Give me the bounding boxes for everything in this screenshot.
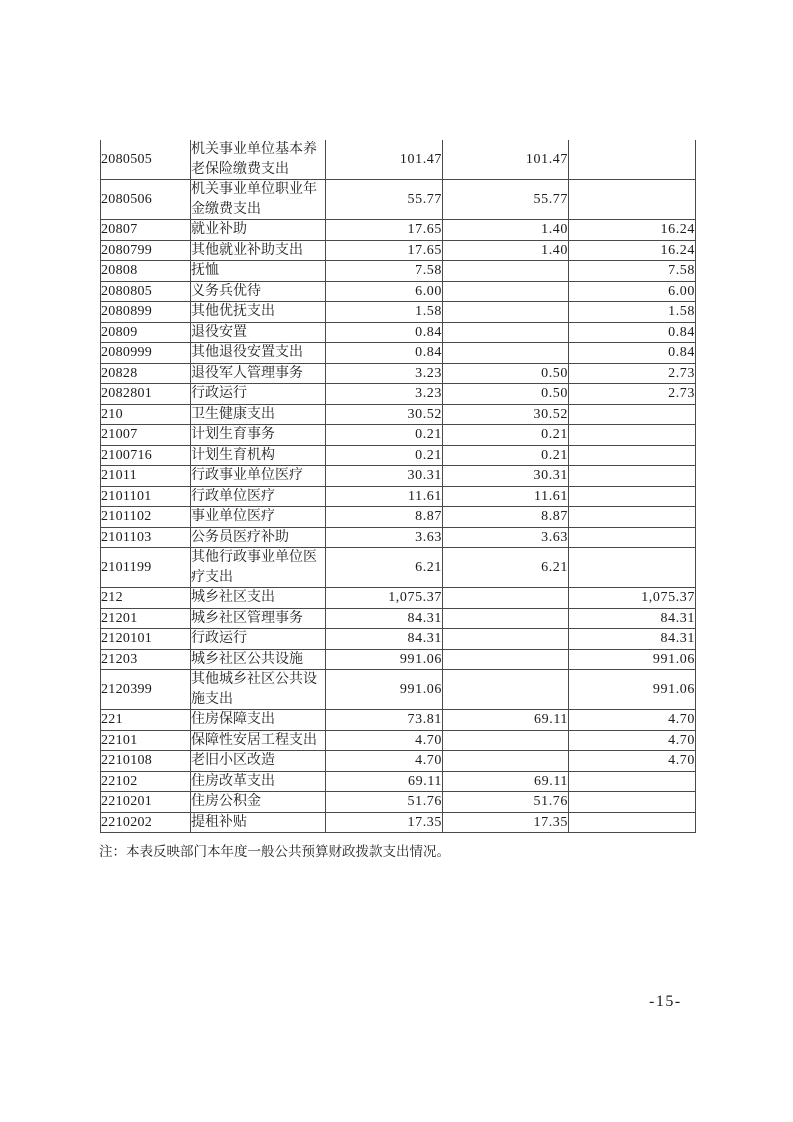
subject-name-cell: 其他退役安置支出 xyxy=(191,343,326,364)
subject-name-cell: 公务员医疗补助 xyxy=(191,527,326,548)
amount-total-cell: 11.61 xyxy=(326,486,443,507)
table-row xyxy=(101,302,696,323)
amount-basic-cell xyxy=(443,281,569,302)
amount-total-cell: 0.21 xyxy=(326,445,443,466)
subject-name-cell: 计划生育事务 xyxy=(191,425,326,446)
amount-total-cell: 0.84 xyxy=(326,343,443,364)
amount-basic-cell: 11.61 xyxy=(443,486,569,507)
code-cell: 2080999 xyxy=(101,343,191,364)
subject-name-cell: 机关事业单位基本养老保险缴费支出 xyxy=(191,140,326,180)
subject-name-cell: 卫生健康支出 xyxy=(191,404,326,425)
table-row xyxy=(101,363,696,384)
amount-project-cell: 4.70 xyxy=(569,730,696,751)
subject-name-cell: 行政单位医疗 xyxy=(191,486,326,507)
subject-name-cell: 其他城乡社区公共设施支出 xyxy=(191,670,326,710)
code-cell: 21007 xyxy=(101,425,191,446)
subject-name-cell: 义务兵优待 xyxy=(191,281,326,302)
code-cell: 210 xyxy=(101,404,191,425)
amount-basic-cell: 51.76 xyxy=(443,792,569,813)
code-cell: 2120101 xyxy=(101,629,191,650)
amount-basic-cell: 0.50 xyxy=(443,384,569,405)
table-footnote: 注：本表反映部门本年度一般公共预算财政拨款支出情况。 xyxy=(99,844,450,859)
amount-total-cell: 17.35 xyxy=(326,812,443,833)
subject-name-cell: 行政运行 xyxy=(191,629,326,650)
table-row xyxy=(101,608,696,629)
amount-project-cell: 0.84 xyxy=(569,343,696,364)
amount-basic-cell: 0.21 xyxy=(443,425,569,446)
amount-basic-cell: 8.87 xyxy=(443,507,569,528)
amount-basic-cell xyxy=(443,322,569,343)
amount-basic-cell xyxy=(443,302,569,323)
subject-name-cell: 其他优抚支出 xyxy=(191,302,326,323)
amount-basic-cell: 1.40 xyxy=(443,240,569,261)
amount-project-cell xyxy=(569,404,696,425)
code-cell: 20828 xyxy=(101,363,191,384)
budget-expenditure-table xyxy=(100,140,696,833)
amount-total-cell: 6.00 xyxy=(326,281,443,302)
subject-name-cell: 行政事业单位医疗 xyxy=(191,466,326,487)
table-row xyxy=(101,384,696,405)
subject-name-cell: 住房公积金 xyxy=(191,792,326,813)
subject-name-cell: 其他行政事业单位医疗支出 xyxy=(191,548,326,588)
code-cell: 2100716 xyxy=(101,445,191,466)
code-cell: 2120399 xyxy=(101,670,191,710)
code-cell: 21203 xyxy=(101,649,191,670)
subject-name-cell: 就业补助 xyxy=(191,220,326,241)
amount-total-cell: 84.31 xyxy=(326,608,443,629)
table-row xyxy=(101,629,696,650)
table-row xyxy=(101,322,696,343)
amount-total-cell: 51.76 xyxy=(326,792,443,813)
amount-basic-cell: 0.50 xyxy=(443,363,569,384)
subject-name-cell: 抚恤 xyxy=(191,261,326,282)
table-row xyxy=(101,466,696,487)
table-row xyxy=(101,730,696,751)
amount-total-cell: 991.06 xyxy=(326,649,443,670)
amount-project-cell: 0.84 xyxy=(569,322,696,343)
code-cell: 2210201 xyxy=(101,792,191,813)
subject-name-cell: 提租补贴 xyxy=(191,812,326,833)
amount-project-cell: 6.00 xyxy=(569,281,696,302)
amount-total-cell: 69.11 xyxy=(326,771,443,792)
code-cell: 2080799 xyxy=(101,240,191,261)
amount-total-cell: 1,075.37 xyxy=(326,588,443,609)
table-row xyxy=(101,445,696,466)
subject-name-cell: 保障性安居工程支出 xyxy=(191,730,326,751)
amount-project-cell: 16.24 xyxy=(569,240,696,261)
amount-basic-cell xyxy=(443,261,569,282)
code-cell: 2101101 xyxy=(101,486,191,507)
table-row xyxy=(101,240,696,261)
table-row xyxy=(101,281,696,302)
amount-basic-cell: 69.11 xyxy=(443,771,569,792)
amount-basic-cell: 0.21 xyxy=(443,445,569,466)
code-cell: 2101103 xyxy=(101,527,191,548)
amount-project-cell: 16.24 xyxy=(569,220,696,241)
subject-name-cell: 其他就业补助支出 xyxy=(191,240,326,261)
table-row xyxy=(101,425,696,446)
code-cell: 21011 xyxy=(101,466,191,487)
amount-project-cell xyxy=(569,180,696,220)
amount-basic-cell xyxy=(443,343,569,364)
code-cell: 20808 xyxy=(101,261,191,282)
table-row xyxy=(101,649,696,670)
amount-project-cell xyxy=(569,812,696,833)
amount-project-cell: 991.06 xyxy=(569,670,696,710)
amount-basic-cell: 30.31 xyxy=(443,466,569,487)
table-row xyxy=(101,710,696,731)
amount-project-cell xyxy=(569,466,696,487)
amount-basic-cell: 30.52 xyxy=(443,404,569,425)
amount-project-cell xyxy=(569,445,696,466)
amount-total-cell: 0.21 xyxy=(326,425,443,446)
table-row xyxy=(101,670,696,710)
amount-total-cell: 17.65 xyxy=(326,220,443,241)
subject-name-cell: 事业单位医疗 xyxy=(191,507,326,528)
amount-total-cell: 30.52 xyxy=(326,404,443,425)
amount-project-cell: 7.58 xyxy=(569,261,696,282)
code-cell: 2210108 xyxy=(101,751,191,772)
amount-project-cell: 1.58 xyxy=(569,302,696,323)
amount-basic-cell: 101.47 xyxy=(443,140,569,180)
table-row xyxy=(101,771,696,792)
code-cell: 2210202 xyxy=(101,812,191,833)
budget-table-body xyxy=(101,140,696,833)
table-row xyxy=(101,261,696,282)
amount-total-cell: 101.47 xyxy=(326,140,443,180)
code-cell: 2080506 xyxy=(101,180,191,220)
amount-total-cell: 8.87 xyxy=(326,507,443,528)
code-cell: 20809 xyxy=(101,322,191,343)
amount-basic-cell xyxy=(443,670,569,710)
amount-basic-cell: 17.35 xyxy=(443,812,569,833)
table-row xyxy=(101,486,696,507)
code-cell: 2080505 xyxy=(101,140,191,180)
amount-total-cell: 991.06 xyxy=(326,670,443,710)
subject-name-cell: 退役安置 xyxy=(191,322,326,343)
code-cell: 212 xyxy=(101,588,191,609)
table-row xyxy=(101,507,696,528)
amount-total-cell: 3.63 xyxy=(326,527,443,548)
amount-basic-cell xyxy=(443,730,569,751)
amount-basic-cell: 3.63 xyxy=(443,527,569,548)
amount-basic-cell: 55.77 xyxy=(443,180,569,220)
amount-project-cell xyxy=(569,792,696,813)
amount-project-cell: 4.70 xyxy=(569,751,696,772)
amount-project-cell xyxy=(569,527,696,548)
amount-project-cell: 84.31 xyxy=(569,629,696,650)
amount-total-cell: 0.84 xyxy=(326,322,443,343)
code-cell: 2080899 xyxy=(101,302,191,323)
subject-name-cell: 机关事业单位职业年金缴费支出 xyxy=(191,180,326,220)
amount-project-cell: 2.73 xyxy=(569,363,696,384)
amount-project-cell xyxy=(569,771,696,792)
amount-project-cell xyxy=(569,486,696,507)
amount-total-cell: 6.21 xyxy=(326,548,443,588)
amount-total-cell: 4.70 xyxy=(326,751,443,772)
subject-name-cell: 老旧小区改造 xyxy=(191,751,326,772)
amount-total-cell: 3.23 xyxy=(326,363,443,384)
amount-project-cell xyxy=(569,548,696,588)
subject-name-cell: 计划生育机构 xyxy=(191,445,326,466)
code-cell: 20807 xyxy=(101,220,191,241)
amount-total-cell: 7.58 xyxy=(326,261,443,282)
page-number: -15- xyxy=(649,993,682,1010)
amount-project-cell xyxy=(569,425,696,446)
table-row xyxy=(101,527,696,548)
amount-total-cell: 17.65 xyxy=(326,240,443,261)
amount-project-cell: 1,075.37 xyxy=(569,588,696,609)
subject-name-cell: 住房改革支出 xyxy=(191,771,326,792)
table-row xyxy=(101,220,696,241)
amount-basic-cell xyxy=(443,588,569,609)
subject-name-cell: 住房保障支出 xyxy=(191,710,326,731)
code-cell: 21201 xyxy=(101,608,191,629)
amount-total-cell: 73.81 xyxy=(326,710,443,731)
table-row xyxy=(101,751,696,772)
table-row xyxy=(101,812,696,833)
amount-basic-cell xyxy=(443,608,569,629)
amount-project-cell: 4.70 xyxy=(569,710,696,731)
code-cell: 221 xyxy=(101,710,191,731)
amount-total-cell: 3.23 xyxy=(326,384,443,405)
table-row xyxy=(101,548,696,588)
amount-total-cell: 84.31 xyxy=(326,629,443,650)
amount-project-cell xyxy=(569,507,696,528)
code-cell: 22102 xyxy=(101,771,191,792)
table-row xyxy=(101,792,696,813)
code-cell: 22101 xyxy=(101,730,191,751)
table-row xyxy=(101,588,696,609)
amount-basic-cell xyxy=(443,629,569,650)
table-row xyxy=(101,343,696,364)
code-cell: 2080805 xyxy=(101,281,191,302)
amount-project-cell: 991.06 xyxy=(569,649,696,670)
amount-project-cell: 2.73 xyxy=(569,384,696,405)
subject-name-cell: 城乡社区支出 xyxy=(191,588,326,609)
amount-project-cell: 84.31 xyxy=(569,608,696,629)
amount-total-cell: 30.31 xyxy=(326,466,443,487)
table-row xyxy=(101,140,696,180)
subject-name-cell: 城乡社区管理事务 xyxy=(191,608,326,629)
table-row xyxy=(101,404,696,425)
amount-basic-cell xyxy=(443,649,569,670)
subject-name-cell: 退役军人管理事务 xyxy=(191,363,326,384)
amount-basic-cell: 69.11 xyxy=(443,710,569,731)
amount-total-cell: 55.77 xyxy=(326,180,443,220)
subject-name-cell: 行政运行 xyxy=(191,384,326,405)
amount-project-cell xyxy=(569,140,696,180)
amount-total-cell: 4.70 xyxy=(326,730,443,751)
code-cell: 2101199 xyxy=(101,548,191,588)
amount-basic-cell: 6.21 xyxy=(443,548,569,588)
code-cell: 2082801 xyxy=(101,384,191,405)
amount-basic-cell: 1.40 xyxy=(443,220,569,241)
subject-name-cell: 城乡社区公共设施 xyxy=(191,649,326,670)
amount-basic-cell xyxy=(443,751,569,772)
amount-total-cell: 1.58 xyxy=(326,302,443,323)
table-row xyxy=(101,180,696,220)
code-cell: 2101102 xyxy=(101,507,191,528)
